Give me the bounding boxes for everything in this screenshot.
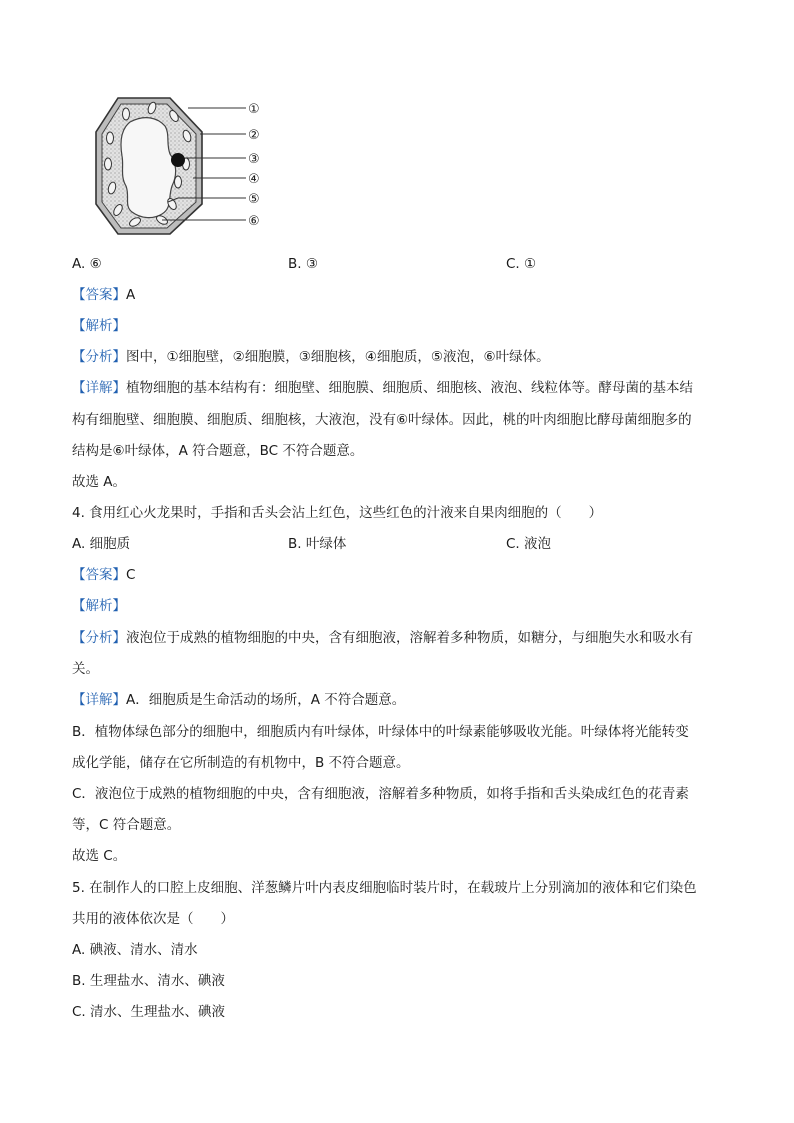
q5-question-line-2: 共用的液体依次是（ ） — [72, 911, 234, 927]
figure-label-5: ⑤ — [248, 192, 260, 207]
q4-options — [72, 534, 732, 554]
q4-xiangjie-a — [72, 690, 732, 710]
fenxi-text: 图中，①细胞壁，②细胞膜，③细胞核，④细胞质，⑤液泡，⑥叶绿体。 — [126, 349, 550, 365]
answer-tag: 【答案】 — [72, 287, 126, 303]
q3-xiangjie-line-1 — [72, 378, 732, 398]
q3-xiangjie-line-3: 结构是⑥叶绿体，A 符合题意，BC 不符合题意。 — [72, 443, 364, 459]
q4-xiangjie-c-line-2: 等，C 符合题意。 — [72, 817, 181, 833]
figure-label-2: ② — [248, 128, 260, 143]
q4-xiangjie-c-line-1: C．液泡位于成熟的植物细胞的中央，含有细胞液，溶解着多种物质，如将手指和舌头染成红色的花青素 — [72, 786, 689, 802]
nucleus — [171, 153, 185, 167]
q4-fenxi-line-2: 关。 — [72, 661, 99, 677]
q3-answer — [72, 285, 732, 305]
fenxi-tag: 【分析】 — [72, 630, 126, 646]
q4-xiangjie-b-line-1: B．植物体绿色部分的细胞中，细胞质内有叶绿体，叶绿体中的叶绿素能够吸收光能。叶绿体将光能转变 — [72, 724, 689, 740]
xiangjie-tag: 【详解】 — [72, 692, 126, 708]
q3-options — [72, 254, 732, 274]
figure-label-4: ④ — [248, 172, 260, 187]
q4-analysis-heading — [72, 596, 732, 616]
q3-option-c: C. ① — [506, 256, 537, 272]
q3-xiangjie-line-2: 构有细胞壁、细胞膜、细胞质、细胞核，大液泡，没有⑥叶绿体。因此，桃的叶肉细胞比酵母菌细胞多的 — [72, 412, 692, 428]
xiangjie-text: A．细胞质是生命活动的场所，A 不符合题意。 — [126, 692, 406, 708]
plant-cell-diagram — [90, 92, 275, 242]
q4-fenxi-line-1 — [72, 628, 732, 648]
q4-option-c: C. 液泡 — [506, 536, 552, 552]
analysis-tag: 【解析】 — [72, 598, 126, 614]
q4-option-b: B. 叶绿体 — [288, 536, 347, 552]
q3-option-a: A. ⑥ — [72, 256, 102, 272]
answer-value: A — [126, 287, 136, 303]
q4-answer — [72, 565, 732, 585]
q4-conclusion: 故选 C。 — [72, 848, 127, 864]
q5-option-b: B. 生理盐水、清水、碘液 — [72, 973, 225, 989]
q3-conclusion: 故选 A。 — [72, 474, 127, 490]
xiangjie-tag: 【详解】 — [72, 380, 126, 396]
q3-analysis-heading — [72, 316, 732, 336]
q3-option-b: B. ③ — [288, 256, 318, 272]
q4-xiangjie-b-line-2: 成化学能，储存在它所制造的有机物中，B 不符合题意。 — [72, 755, 410, 771]
answer-value: C — [126, 567, 136, 583]
xiangjie-text: 植物细胞的基本结构有：细胞壁、细胞膜、细胞质、细胞核、液泡、线粒体等。酵母菌的基本结 — [126, 380, 693, 396]
q3-fenxi — [72, 347, 732, 367]
figure-label-1: ① — [248, 102, 260, 117]
q5-option-a: A. 碘液、清水、清水 — [72, 942, 198, 958]
q4-question: 4. 食用红心火龙果时，手指和舌头会沾上红色，这些红色的汁液来自果肉细胞的（ ） — [72, 505, 603, 521]
q5-question-line-1: 5. 在制作人的口腔上皮细胞、洋葱鳞片叶内表皮细胞临时装片时，在载玻片上分别滴加的液体和它们染色 — [72, 880, 697, 896]
figure-label-3: ③ — [248, 152, 260, 167]
answer-tag: 【答案】 — [72, 567, 126, 583]
fenxi-tag: 【分析】 — [72, 349, 126, 365]
fenxi-text: 液泡位于成熟的植物细胞的中央，含有细胞液，溶解着多种物质，如糖分，与细胞失水和吸水有 — [126, 630, 693, 646]
analysis-tag: 【解析】 — [72, 318, 126, 334]
q5-option-c: C. 清水、生理盐水、碘液 — [72, 1004, 226, 1020]
figure-label-6: ⑥ — [248, 214, 260, 229]
q4-option-a: A. 细胞质 — [72, 536, 131, 552]
